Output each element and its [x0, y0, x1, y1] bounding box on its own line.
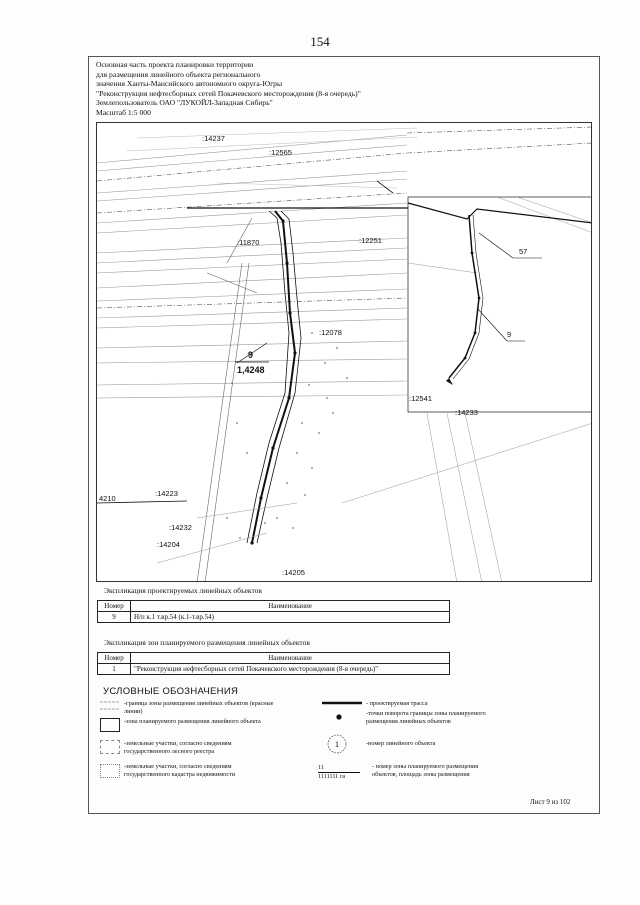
parcel-label-14233: :14233 — [455, 408, 478, 417]
page-number: 154 — [310, 34, 330, 49]
parcel-label-12251: :12251 — [359, 236, 382, 245]
table1-cell-name: Н/п к.1 т.вр.54 (к.1-т.вр.54) — [131, 612, 450, 623]
title-block — [96, 60, 361, 118]
table2-header-number: Номер — [98, 653, 131, 664]
parcel-label-11870: :11870 — [237, 238, 260, 247]
turn-point-symbol — [334, 712, 344, 722]
zone-area-symbol — [100, 718, 120, 732]
right-diagonals — [157, 413, 592, 582]
legend-item-turn-points: -точки поворота границы зоны планируемого размещения линейных объектов — [366, 710, 486, 725]
map-drawing — [97, 123, 592, 582]
scale-line: Масштаб 1:5 000 — [96, 107, 151, 117]
table2-cell-number: 1 — [98, 664, 131, 675]
legend-item-boundary: -граница зоны размещения линейных объектов (красные линии) — [124, 700, 274, 715]
table2-caption: Экспликация зон планируемого размещения линейных объектов — [104, 638, 310, 647]
parcel-label-12541: :12541 — [409, 394, 432, 403]
red-line-symbol — [100, 700, 120, 712]
title-line: "Реконструкция нефтесборных сетей Покачевского месторождения (8-я очередь)" — [96, 88, 361, 98]
legend-title: УСЛОВНЫЕ ОБОЗНАЧЕНИЯ — [103, 686, 239, 697]
legend-item-cadastre: -земельные участки, согласно сведениям государственного кадастра недвижимости — [124, 763, 236, 778]
zone-number-symbol-bottom: 1111111 га — [318, 772, 360, 781]
road-tick — [377, 181, 393, 193]
legend-item-forest: -земельные участки, согласно сведениям государственного лесного реестра — [124, 740, 232, 755]
inset-label-9: 9 — [507, 330, 512, 339]
sheet-number: Лист 9 из 102 — [530, 798, 571, 806]
table1 — [97, 600, 450, 623]
zone-boundary-right — [257, 211, 301, 543]
zone-number-symbol — [318, 764, 368, 780]
inset-frame — [408, 197, 592, 412]
table1-caption: Экспликация проектируемых линейных объектов — [104, 586, 262, 595]
object-number-symbol-text: 1 — [335, 740, 339, 749]
parcel-label-14237: :14237 — [202, 134, 225, 143]
parcel-label-14232: :14232 — [169, 523, 192, 532]
cadastre-parcel-symbol — [100, 764, 120, 778]
zone-number-symbol-top: 11 — [318, 764, 324, 771]
title-line: Землепользователь ОАО "ЛУКОЙЛ-Западная Сибирь" — [96, 98, 273, 108]
table2-cell-name: "Реконструкция нефтесборных сетей Покачевского месторождения (8-я очередь)" — [131, 664, 450, 675]
parcel-label-14223: :14223 — [155, 489, 178, 498]
route-vertices — [250, 219, 296, 544]
designed-route-symbol — [322, 699, 362, 707]
inset-label-57: 57 — [519, 247, 528, 256]
table1-cell-number: 9 — [98, 612, 131, 623]
parcel-label-14204: :14204 — [157, 540, 180, 549]
parcel-label-4210: 4210 — [99, 494, 116, 503]
legend-item-object-number: -номер линейного объекта — [366, 740, 436, 747]
parcel-label-12565: :12565 — [269, 148, 292, 157]
table1-header-number: Номер — [98, 601, 131, 612]
table1-header-name: Наименование — [131, 601, 450, 612]
zone-number-label: 9 — [248, 350, 254, 360]
designed-route — [252, 211, 295, 543]
title-line: для размещения линейного объекта регионального — [96, 69, 261, 79]
upper-band — [127, 128, 417, 188]
left-verticals — [197, 218, 260, 582]
zone-area-label: 1,4248 — [237, 365, 265, 375]
object-number-symbol — [326, 733, 348, 755]
legend-item-route: - проектируемая трасса — [366, 700, 428, 707]
parcel-label-12078: :12078 — [319, 328, 342, 337]
table2 — [97, 652, 450, 675]
legend-item-zone: -зона планируемого размещения линейного объекта — [124, 718, 261, 725]
title-line: значения Ханты-Мансийского автономного округа-Югры — [96, 79, 283, 89]
forest-parcel-symbol — [100, 740, 120, 754]
table2-header-name: Наименование — [131, 653, 450, 664]
parcel-label-14205: :14205 — [282, 568, 305, 577]
map-area — [96, 122, 592, 582]
legend-item-zone-number: - номер зоны планируемого размещения объектов, площадь зоны размещения — [372, 763, 479, 778]
title-line: Основная часть проекта планировки территории — [96, 60, 254, 69]
